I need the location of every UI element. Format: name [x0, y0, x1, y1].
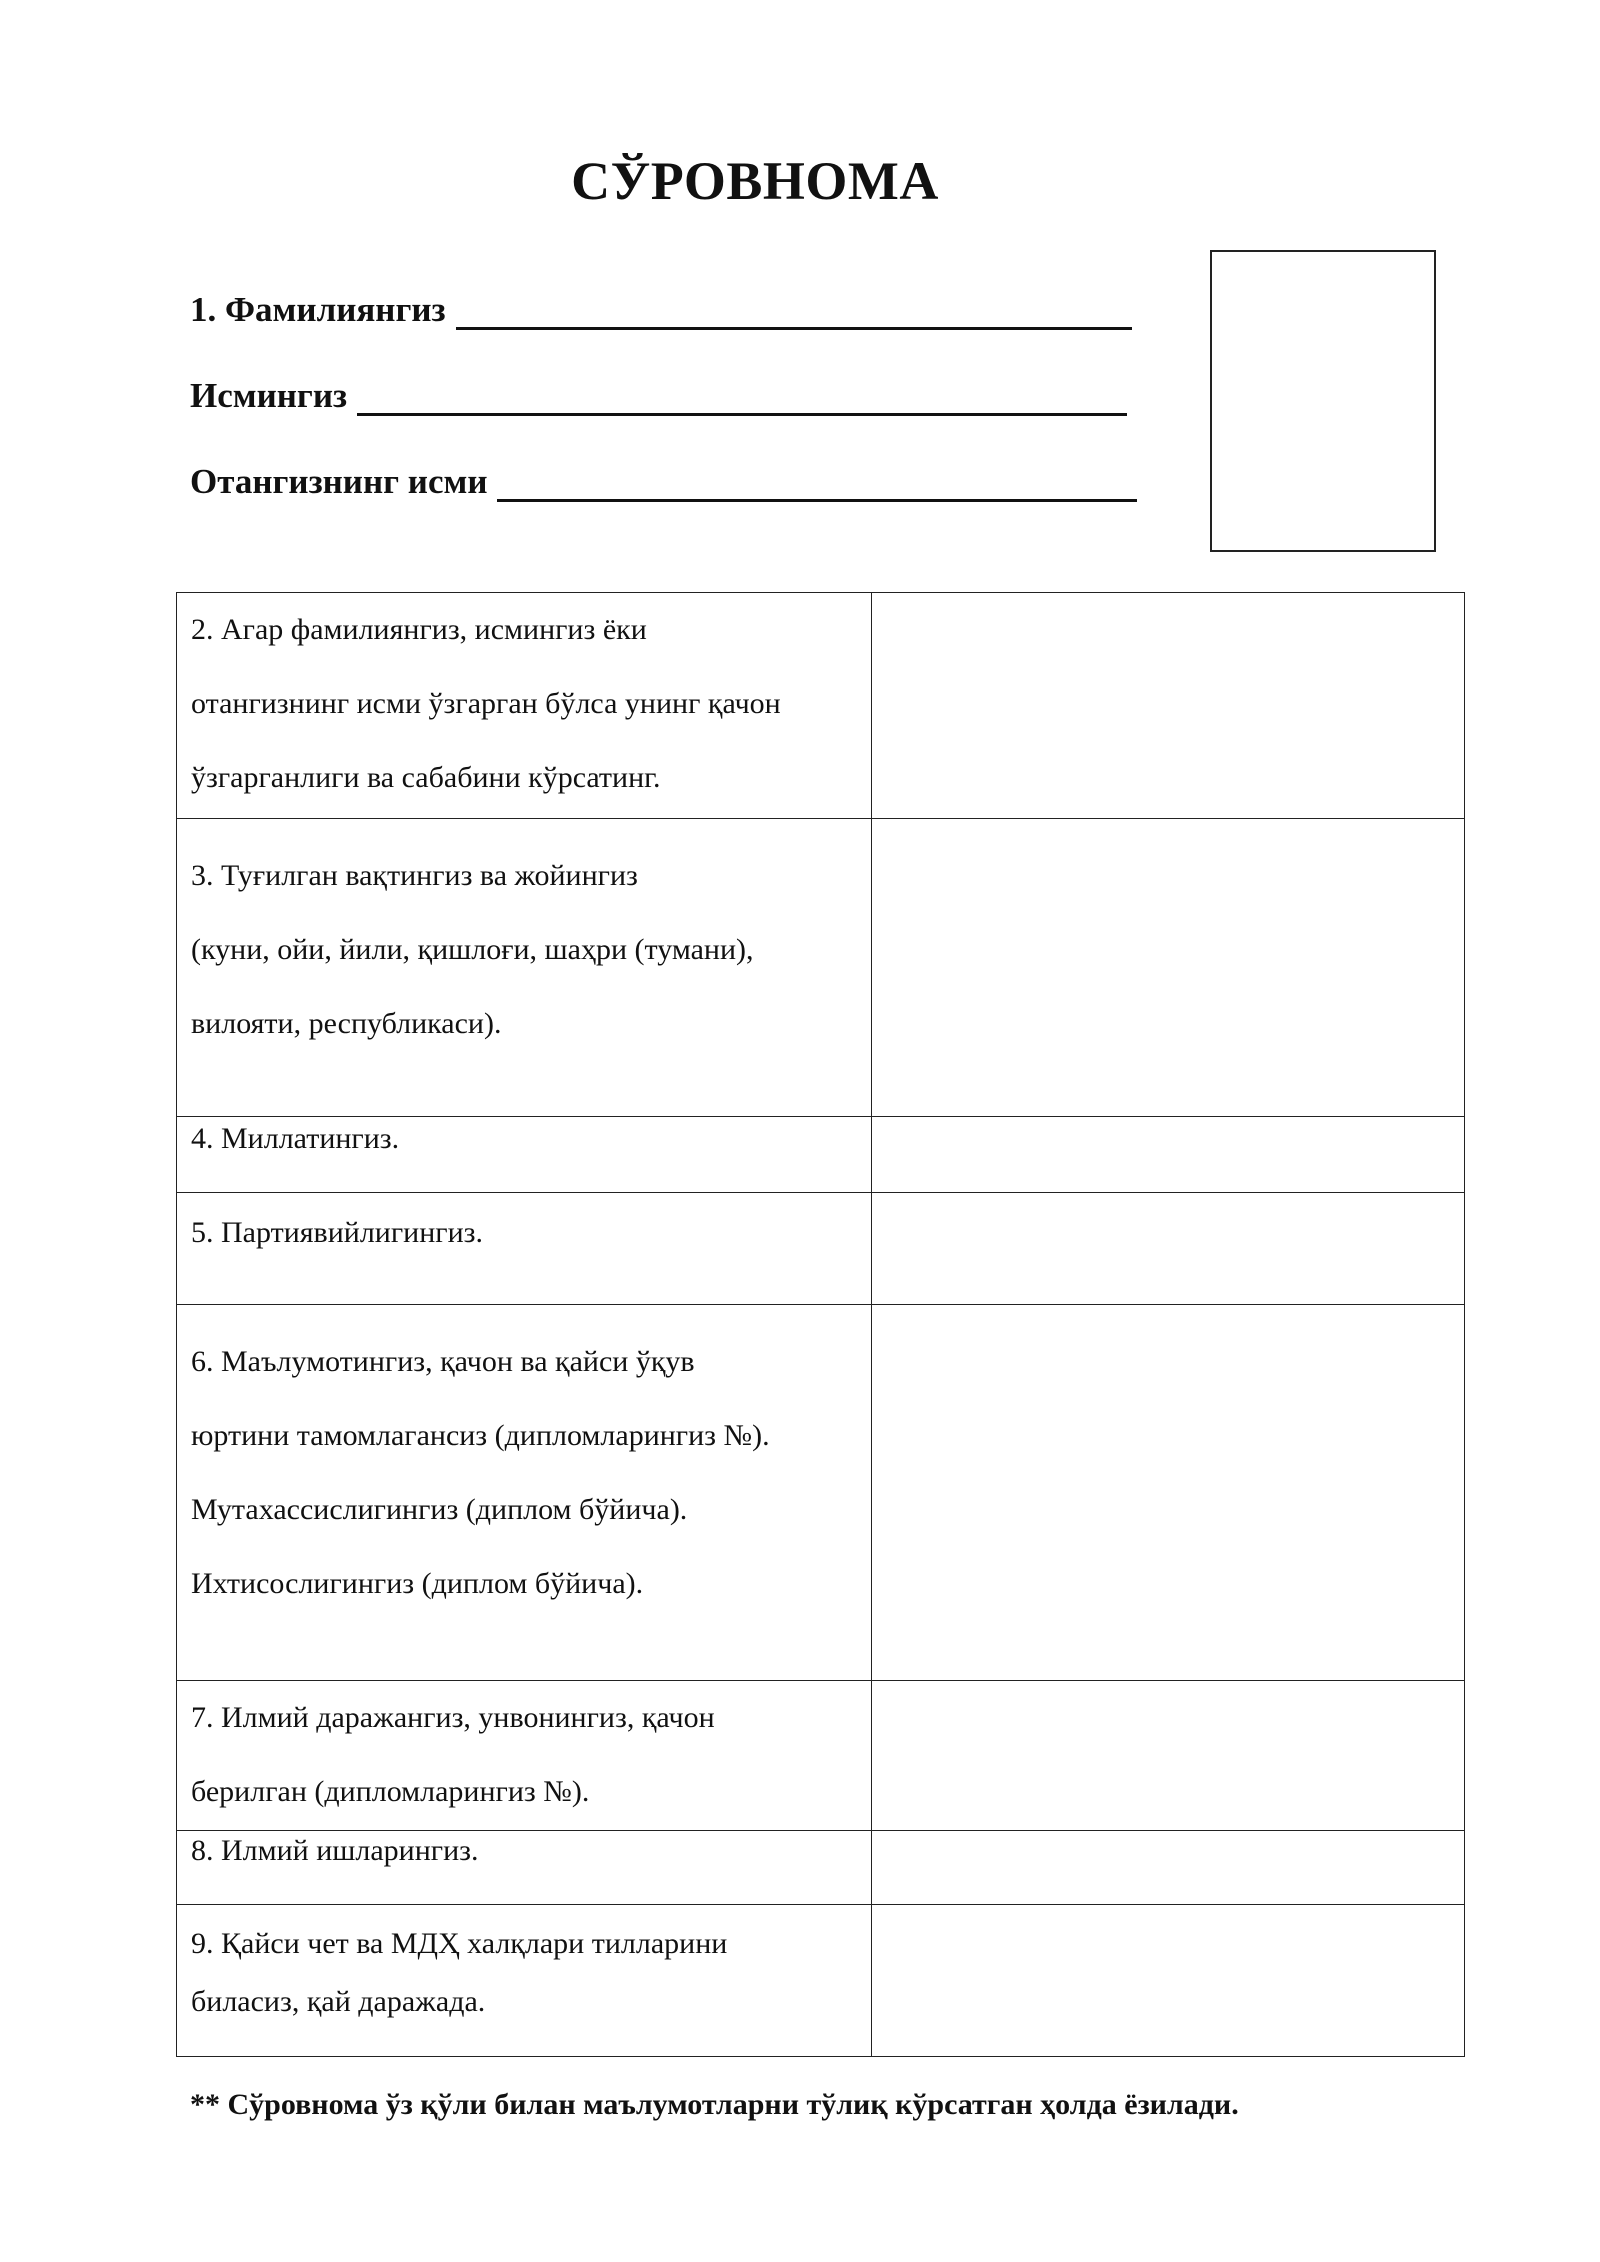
answer-cell[interactable]: [872, 1905, 1465, 2057]
question-line: ўзгарганлиги ва сабабини кўрсатинг.: [191, 761, 661, 794]
question-line: 8. Илмий ишларингиз.: [191, 1834, 479, 1867]
name-label: Исмингиз: [190, 376, 348, 415]
surname-field: [190, 290, 1132, 330]
question-line: вилояти, республикаси).: [191, 1007, 502, 1040]
answer-cell[interactable]: [872, 1117, 1465, 1193]
question-cell: [177, 819, 872, 1117]
table-row: [177, 819, 1465, 1117]
table-row: [177, 1117, 1465, 1193]
answer-cell[interactable]: [872, 1831, 1465, 1905]
question-line: (куни, ойи, йили, қишлоғи, шаҳри (тумани),: [191, 933, 754, 966]
answer-cell[interactable]: [872, 1681, 1465, 1831]
answer-cell[interactable]: [872, 593, 1465, 819]
table-row: [177, 1193, 1465, 1305]
name-field: [190, 376, 1127, 416]
answer-cell[interactable]: [872, 1193, 1465, 1305]
question-line: 7. Илмий даражангиз, унвонингиз, қачон: [191, 1701, 715, 1734]
table-row: [177, 1905, 1465, 2057]
question-line: 2. Агар фамилиянгиз, исмингиз ёки: [191, 613, 647, 646]
question-line: 5. Партиявийлигингиз.: [191, 1216, 483, 1249]
answer-cell[interactable]: [872, 819, 1465, 1117]
question-line: Мутахассислигингиз (диплом бўйича).: [191, 1493, 688, 1526]
patronymic-input-line[interactable]: [497, 469, 1137, 502]
question-line: Ихтисослигингиз (диплом бўйича).: [191, 1567, 644, 1600]
question-cell: [177, 1193, 872, 1305]
question-cell: [177, 1831, 872, 1905]
question-cell: [177, 1681, 872, 1831]
patronymic-label: Отангизнинг исми: [190, 462, 488, 501]
question-line: отангизнинг исми ўзгарган бўлса унинг қачон: [191, 687, 781, 720]
answer-cell[interactable]: [872, 1305, 1465, 1681]
question-cell: [177, 1117, 872, 1193]
surname-label: 1. Фамилиянгиз: [190, 290, 446, 329]
surname-input-line[interactable]: [456, 297, 1132, 330]
table-row: [177, 593, 1465, 819]
question-line: юртини тамомлагансиз (дипломларингиз №).: [191, 1419, 770, 1452]
question-line: 9. Қайси чет ва МДҲ халқлари тилларини: [191, 1927, 728, 1960]
footnote: ** Сўровнома ўз қўли билан маълумотларни тўлиқ кўрсатган ҳолда ёзилади.: [190, 2088, 1239, 2121]
question-line: биласиз, қай даражада.: [191, 1985, 486, 2018]
question-cell: [177, 1905, 872, 2057]
questionnaire-table: [176, 592, 1465, 2057]
table-row: [177, 1831, 1465, 1905]
name-input-line[interactable]: [357, 383, 1127, 416]
question-line: 4. Миллатингиз.: [191, 1122, 400, 1155]
patronymic-field: [190, 462, 1137, 502]
question-line: берилган (дипломларингиз №).: [191, 1775, 590, 1808]
table-row: [177, 1305, 1465, 1681]
question-cell: [177, 1305, 872, 1681]
question-line: 6. Маълумотингиз, қачон ва қайси ўқув: [191, 1345, 695, 1378]
photo-placeholder-box: [1210, 250, 1436, 552]
question-line: 3. Туғилган вақтингиз ва жойингиз: [191, 859, 638, 892]
question-cell: [177, 593, 872, 819]
page-title: СЎРОВНОМА: [571, 151, 939, 211]
table-row: [177, 1681, 1465, 1831]
